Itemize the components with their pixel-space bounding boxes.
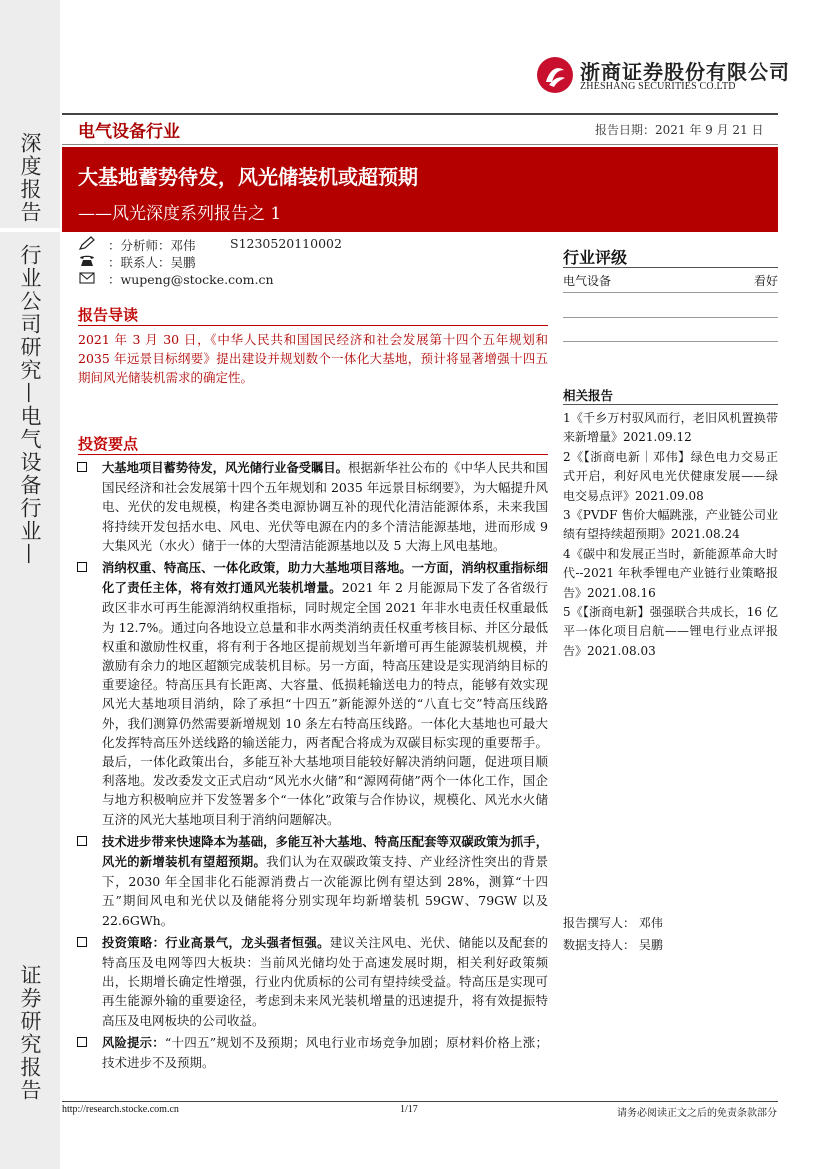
page-number: 1/17	[400, 1104, 418, 1115]
intro-text: 2021 年 3 月 30 日，《中华人民共和国国民经济和社会发展第十四个五年规划和 2035 年远景目标纲要》提出建设并规划数个一体化大基地，预计将显著增强十四五期间风光储装机需求的确定性。	[78, 332, 548, 385]
email-address[interactable]: ：wupeng@stocke.com.cn	[108, 272, 274, 287]
rating-rule-3	[563, 317, 778, 318]
title-banner	[62, 147, 778, 232]
report-date: 报告日期：2021 年 9 月 21 日	[595, 123, 764, 137]
side-label-research: 证券研究报告	[18, 964, 42, 1102]
disclaimer-note: 请务必阅读正文之后的免责条款部分	[617, 1108, 777, 1119]
related-item[interactable]: 4《碳中和发展正当时，新能源革命大时代--2021 年秋季锂电产业链行业策略报告》2021.08.16	[563, 546, 778, 600]
related-heading: 相关报告	[563, 388, 614, 403]
phone-icon	[78, 253, 96, 268]
header-rule-bottom	[62, 144, 778, 145]
report-writer: 报告撰写人： 邓伟	[563, 916, 663, 930]
industry-name: 电气设备行业	[78, 122, 180, 142]
related-item[interactable]: 1《千乡万村驭风而行，老旧风机置换带来新增量》2021.09.12	[563, 411, 778, 445]
analyst-label: ：分析师：邓伟	[108, 238, 196, 253]
side-separator	[0, 228, 60, 232]
contact-label: ：联系人：吴鹏	[108, 255, 196, 270]
side-label-report-type: 深度报告	[18, 132, 42, 224]
footer-url[interactable]: http://research.stocke.com.cn	[62, 1104, 179, 1115]
point-item: 技术进步带来快速降本为基础，多能互补大基地、特高压配套等双碳政策为抓手，风光的新增装机有望超预期。我们认为在双碳政策支持、产业经济性突出的背景下，2030 年全国非化石能源消费占一次能源比例有望达到 28%，测算“十四五”期间风电和光伏以及储能将分别实现年均新增装机 59GW、79GW 以及 22.6GWh。	[62, 832, 548, 930]
points-heading-rule	[78, 454, 548, 455]
point-lead: 消纳权重、特高压、一体化政策，助力大基地项目落地。一方面，消纳权重指标细化了责任主体，将有效打通风光装机增量。	[102, 561, 548, 596]
analyst-license: S1230520110002	[230, 236, 342, 251]
rating-rule	[563, 267, 778, 268]
related-item[interactable]: 3《PVDF 售价大幅跳涨，产业链公司业绩有望持续超预期》2021.08.24	[563, 508, 778, 542]
point-item: 大基地项目蓄势待发，风光储行业备受瞩目。根据新华社公布的《中华人民共和国国民经济和社会发展第十四个五年规划和 2035 年远景目标纲要》，为大幅提升风电、光伏的发电规模，构建各类电源协调互补的现代化清洁能源体系，未来我国将持续开发包括水电、风电、光伏等电源在内的多个清洁能源基地，进而形成 9 大集风光（水火）储于一体的大型清洁能源基地以及 5 大海上风电基地。	[62, 458, 548, 555]
logo-mark-icon	[536, 56, 574, 94]
checkbox-bullet-icon	[77, 1037, 87, 1047]
envelope-icon	[78, 270, 96, 285]
related-item[interactable]: 2《【浙商电新｜邓伟】绿色电力交易正式开启，利好风电光伏健康发展——绿电交易点评》2021.09.08	[563, 449, 778, 503]
footer-rule	[62, 1101, 778, 1102]
related-rule	[563, 404, 778, 405]
data-support: 数据支持人： 吴鹏	[563, 938, 663, 952]
report-subtitle: ——风光深度系列报告之 1	[78, 204, 282, 224]
rating-row	[563, 272, 778, 289]
checkbox-bullet-icon	[77, 462, 87, 472]
header-rule-top	[62, 113, 778, 115]
logo-name-en: ZHESHANG SECURITIES CO.LTD	[580, 81, 736, 92]
rating-rule-2	[563, 292, 778, 293]
intro-heading-rule	[78, 325, 548, 326]
rating-heading: 行业评级	[563, 248, 628, 267]
points-heading: 投资要点	[78, 435, 139, 453]
related-list	[563, 409, 778, 661]
rating-sector: 电气设备	[563, 274, 612, 288]
checkbox-bullet-icon	[77, 937, 87, 947]
related-item[interactable]: 5《【浙商电新】强强联合共成长，16 亿平一体化项目启航——锂电行业点评报告》2021.08.03	[563, 605, 778, 658]
point-item: 投资策略：行业高景气，龙头强者恒强。建议关注风电、光伏、储能以及配套的特高压及电网等四大板块：当前风光储均处于高速发展时期，相关利好政策频出，长期增长确定性增强，行业内优质标的公司有望持续受益。特高压是实现可再生能源外输的重要途径，考虑到未来风光装机增量的迅速提升，将有效提振特高压及电网板块的公司收益。	[62, 933, 548, 1030]
pencil-icon	[78, 236, 96, 251]
investment-points	[62, 458, 548, 1075]
rating-value: 看好	[753, 274, 778, 288]
point-item: 消纳权重、特高压、一体化政策，助力大基地项目落地。一方面，消纳权重指标细化了责任主体，将有效打通风光装机增量。2021 年 2 月能源局下发了各省级行政区非水可再生能源消纳权重指标，同时规定全国 2021 年非水电责任权重最低为 12.7%。通过向各地设立总量和非水两类消纳责任权重考核目标、并区分最低权重和激励性权重，将有利于各地区提前规划当年新增可再生能源装机规模，并激励有余力的地区超额完成装机目标。另一方面，特高压建设是实现消纳目标的重要途径。特高压具有长距离、大容量、低损耗输送电力的特点，能够有效实现风光大基地项目消纳，除了承担“十四五”新能源外送的“八直七交”特高压线路外，我们测算仍然需要新增规划 10 条左右特高压线路。一体化大基地也可最大化发挥特高压外送线路的输送能力，两者配合将成为双碳目标实现的重要帮手。最后，一体化政策出台，多能互补大基地项目能较好解决消纳问题，促进项目顺利落地。发改委发文正式启动“风光水火储”和“源网荷储”两个一体化工作，国企与地方积极响应并下发签署多个“一体化”政策与合作协议，规模化、风光水火储互济的风光大基地项目利于消纳问题解决。	[62, 558, 548, 829]
intro-heading: 报告导读	[78, 306, 139, 324]
checkbox-bullet-icon	[77, 562, 87, 572]
side-label-category: 行业公司研究—电气设备行业—	[18, 244, 42, 566]
report-title: 大基地蓄势待发，风光储装机或超预期	[78, 165, 418, 189]
checkbox-bullet-icon	[77, 836, 87, 846]
company-logo	[536, 56, 790, 98]
point-item: 风险提示：“十四五”规划不及预期；风电行业市场竞争加剧；原材料价格上涨；技术进步不及预期。	[62, 1033, 548, 1072]
logo-name-cn: 浙商证券股份有限公司	[580, 60, 790, 84]
rating-rule-4	[563, 341, 778, 342]
